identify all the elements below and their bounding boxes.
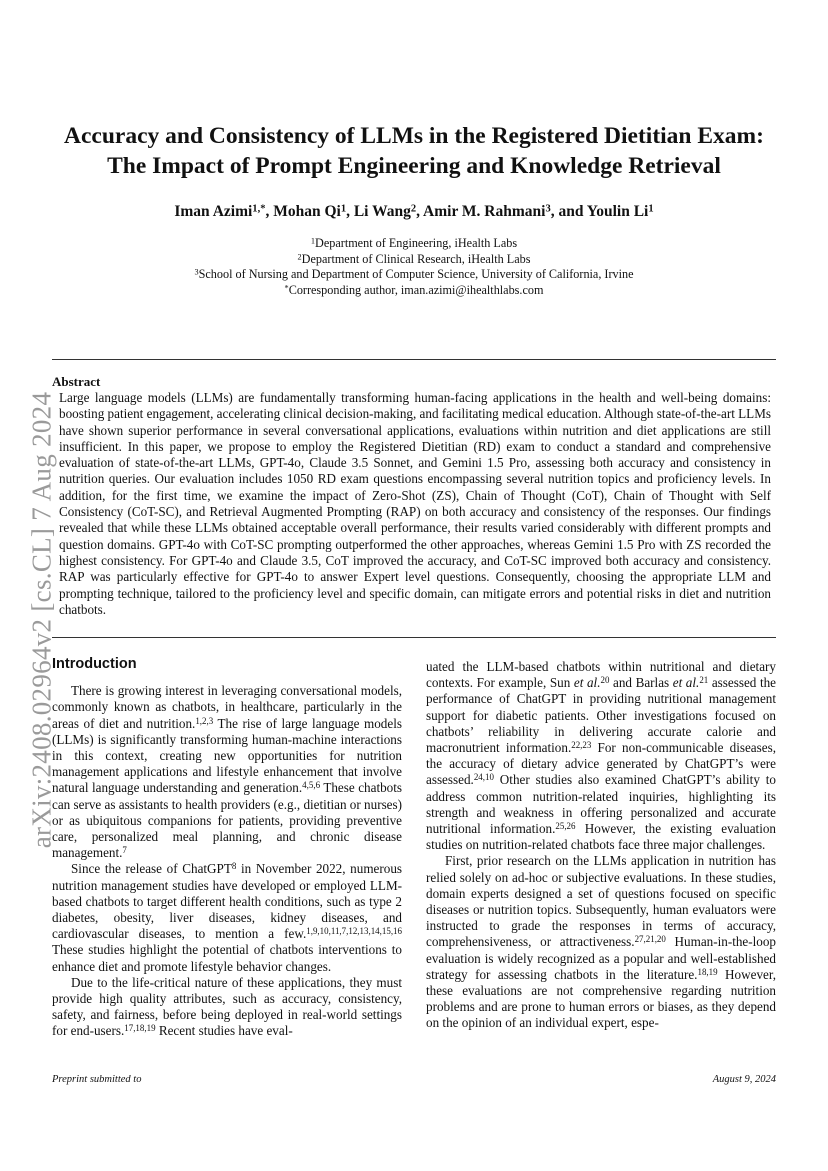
citation-ref: 17,18,19 xyxy=(124,1023,156,1034)
author-affiliation-mark: 2 xyxy=(410,203,417,215)
affiliation-mark: 2 xyxy=(297,251,302,261)
author-affiliation-mark: 1 xyxy=(340,203,347,215)
body-text: For non-communicable diseases, the accuracy of dietary advice generated by ChatGPT’s were assessed. xyxy=(426,740,776,788)
citation-ref: 24,10 xyxy=(473,772,494,783)
footer-date: August 9, 2024 xyxy=(712,1074,776,1085)
body-paragraph xyxy=(52,975,402,1040)
author-separator: , xyxy=(265,203,274,220)
author-separator: , and xyxy=(550,203,587,220)
body-paragraph xyxy=(426,853,776,1031)
citation-ref: 25,26 xyxy=(555,821,576,832)
body-paragraph xyxy=(52,683,402,861)
citation-ref: 27,21,20 xyxy=(634,934,666,945)
author-name: Amir M. Rahmani xyxy=(423,203,546,220)
body-text: Recent studies have eval- xyxy=(155,1023,293,1039)
body-text: Since the release of ChatGPT xyxy=(71,861,232,877)
citation-ref: 1,2,3 xyxy=(195,715,214,726)
body-text: uated the LLM-based chatbots within nutritional and dietary contexts. For example, Sun xyxy=(426,659,776,691)
affiliation-line xyxy=(52,267,776,283)
author-list xyxy=(52,203,776,221)
right-column xyxy=(426,659,776,1032)
author-name: Mohan Qi xyxy=(273,203,341,220)
body-text: The rise of large language models (LLMs) is significantly transforming human-machine interactions in this context, creating new opportunities for nutrition management applications and lifestyle enhancement that involve natural language understanding and generation. xyxy=(52,715,402,796)
left-column xyxy=(52,656,402,1040)
author-separator: , xyxy=(346,203,354,220)
body-text: First, prior research on the LLMs application in nutrition has relied solely on ad-hoc or subjective evaluations. In these studies, domain experts designed a set of questions focused on specific diseases or nutrition topics. Subsequently, human evaluators were instructed to grade the responses in terms of accuracy, comprehensiveness, or attractiveness. xyxy=(426,853,776,950)
arxiv-identifier: arXiv:2408.02964v2 [cs.CL] 7 Aug 2024 xyxy=(26,391,57,849)
affiliation-mark: 1 xyxy=(310,236,316,246)
affiliation-text: Department of Clinical Research, iHealth Labs xyxy=(301,251,531,266)
citation-ref: 7 xyxy=(122,845,127,856)
top-divider xyxy=(52,359,776,360)
body-text: There is growing interest in leveraging conversational models, commonly known as chatbots, in healthcare, particularly in the areas of diet and nutrition. xyxy=(52,683,402,731)
author-affiliation-mark: 1 xyxy=(648,203,654,215)
author-name: Iman Azimi xyxy=(174,203,253,220)
body-text: in November 2022, numerous nutrition management studies have developed or employed LLM-based chatbots to target different health conditions, such as type 2 diabetes, obesity, liver diseases, kidney diseases, and cardiovascular diseases, to mention a few. xyxy=(52,861,403,942)
citation-ref: 22,23 xyxy=(571,740,592,750)
introduction-heading: Introduction xyxy=(52,656,137,672)
body-text: assessed the performance of ChatGPT in providing nutritional management support for diabetic patients. Other investigations focused on chatbots’ reliability in delivering accurate calorie and macronutrient information. xyxy=(426,675,776,756)
author-name: Li Wang xyxy=(353,203,411,220)
abstract-body: Large language models (LLMs) are fundamentally transforming human-facing applications in the health and well-being domains: boosting patient engagement, accelerating clinical decision-making, and facilitating medical education. Although state-of-the-art LLMs have shown superior performance in several conversational applications, evaluations within nutrition and diet applications are still insufficient. In this paper, we propose to employ the Registered Dietitian (RD) exam to conduct a standard and comprehensive evaluation of state-of-the-art LLMs, GPT-4o, Claude 3.5 Sonnet, and Gemini 1.5 Pro, assessing both accuracy and consistency in nutrition queries. Our evaluation includes 1050 RD exam questions encompassing several nutrition topics and proficiency levels. In addition, for the first time, we examine the impact of Zero-Shot (ZS), Chain of Thought (CoT), Chain of Thought with Self Consistency (CoT-SC), and Retrieval Augmented Prompting (RAP) on both accuracy and consistency of the responses. Our findings revealed that while these LLMs obtained acceptable overall performance, their results varied considerably with different prompts and question domains. GPT-4o with CoT-SC prompting outperformed the other approaches, whereas Gemini 1.5 Pro with ZS recorded the highest consistency. For GPT-4o and Claude 3.5, CoT improved the accuracy, and CoT-SC improved both accuracy and consistency. RAP was particularly effective for GPT-4o to answer Expert level questions. Consequently, choosing the appropriate LLM and prompting technique, tailored to the proficiency level and specific domain, can mitigate errors and potential risks in diet and nutrition chatbots. xyxy=(59,390,771,617)
affiliation-line xyxy=(52,252,776,268)
body-text: Other studies also examined ChatGPT’s ability to address common nutrition-related inquiries, highlighting its strength and weakness in offering personalized and accurate nutritional information. xyxy=(426,772,776,837)
abstract-heading: Abstract xyxy=(52,374,101,389)
affiliation-text: Corresponding author, iman.azimi@ihealthlabs.com xyxy=(288,282,544,297)
citation-ref: 20 xyxy=(600,675,610,686)
author-affiliation-mark: 1,* xyxy=(252,203,266,215)
emphasis-text: et al. xyxy=(672,675,700,691)
body-text: These chatbots can serve as assistants to health providers (e.g., dietitian or nurses) or as ubiquitous companions for patients, providing preventive care, personalized meal planning, and chronic disease management. xyxy=(52,780,402,861)
author-name: Youlin Li xyxy=(586,203,649,220)
citation-ref: 4,5,6 xyxy=(302,780,321,791)
citation-ref: 18,19 xyxy=(697,966,718,977)
footer-preprint-note: Preprint submitted to xyxy=(52,1074,142,1085)
author-separator: , xyxy=(416,203,424,220)
body-text: Due to the life-critical nature of these applications, they must provide high quality attributes, such as accuracy, consistency, safety, and fairness, before being deployed in real-world settings for end-users. xyxy=(52,974,402,1039)
affiliation-list xyxy=(52,236,776,298)
body-paragraph xyxy=(426,659,776,853)
affiliation-mark: * xyxy=(284,282,289,292)
body-text: Human-in-the-loop evaluation is widely recognized as a popular and well-established strategy for assessing chatbots in the literature. xyxy=(426,934,776,982)
affiliation-mark: 3 xyxy=(194,267,199,277)
paper-title xyxy=(52,121,776,181)
body-text: However, the existing evaluation studies on nutrition-related chatbots face three major challenges. xyxy=(426,821,776,853)
body-text: However, these evaluations are not comprehensive regarding nutrition problems and are prone to human errors or biases, as they depend on the opinion of an individual expert, espe- xyxy=(426,966,776,1031)
author-affiliation-mark: 3 xyxy=(545,203,551,215)
body-paragraph xyxy=(52,861,402,974)
emphasis-text: et al. xyxy=(573,675,601,691)
affiliation-text: Department of Engineering, iHealth Labs xyxy=(315,236,518,250)
body-text: and Barlas xyxy=(609,675,673,691)
citation-ref: 8 xyxy=(231,861,237,872)
title-line-2: The Impact of Prompt Engineering and Knowledge Retrieval xyxy=(107,153,721,179)
affiliation-line xyxy=(52,283,776,299)
body-text: These studies highlight the potential of chatbots interventions to enhance diet and promote lifestyle behavior changes. xyxy=(52,942,402,974)
citation-ref: 1,9,10,11,7,12,13,14,15,16 xyxy=(306,926,402,937)
citation-ref: 21 xyxy=(699,675,709,686)
bottom-divider xyxy=(52,637,776,638)
title-line-1: Accuracy and Consistency of LLMs in the Registered Dietitian Exam: xyxy=(64,123,764,149)
affiliation-text: School of Nursing and Department of Computer Science, University of California, Irvine xyxy=(198,267,634,281)
affiliation-line xyxy=(52,236,776,252)
